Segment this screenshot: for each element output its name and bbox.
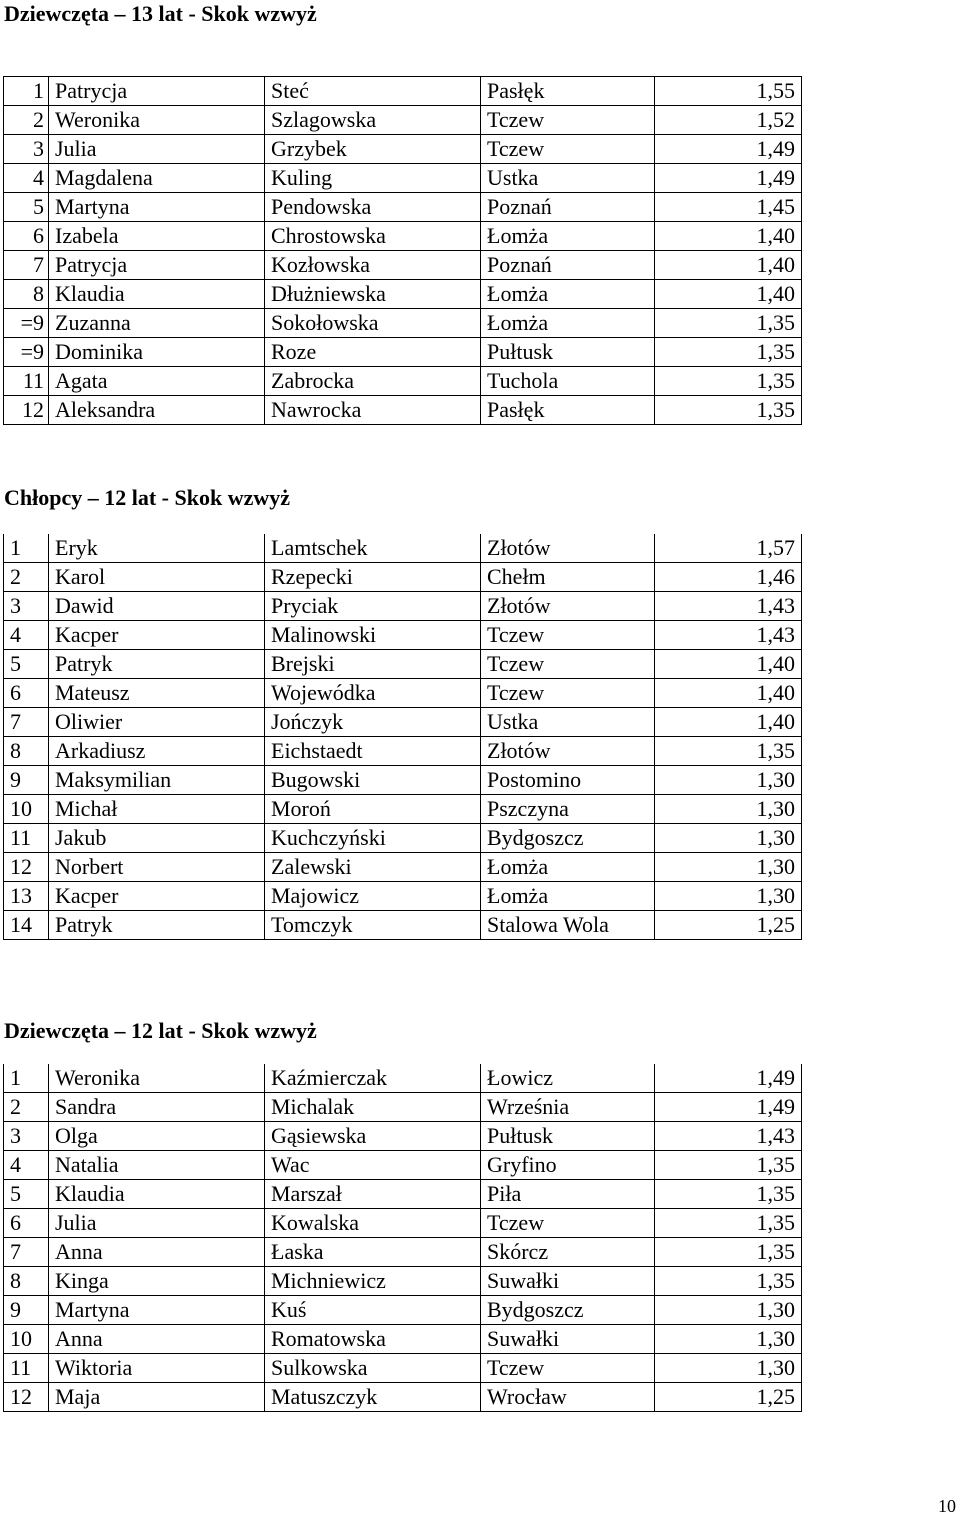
table-row (4, 911, 802, 940)
result-cell: 1,46 (655, 563, 802, 592)
result-cell: 1,40 (655, 222, 802, 251)
town-cell: Złotów (481, 534, 655, 563)
table-row (4, 679, 802, 708)
town-cell: Bydgoszcz (481, 1296, 655, 1325)
town-cell: Łomża (481, 280, 655, 309)
table-row (4, 592, 802, 621)
place-cell: 7 (4, 708, 49, 737)
last-name-cell: Grzybek (265, 135, 481, 164)
place-cell: 8 (4, 280, 49, 309)
section-heading-girls-13: Dziewczęta – 13 lat - Skok wzwyż (4, 1, 317, 26)
town-cell: Poznań (481, 251, 655, 280)
last-name-cell: Michniewicz (265, 1267, 481, 1296)
first-name-cell: Olga (49, 1122, 265, 1151)
town-cell: Piła (481, 1180, 655, 1209)
first-name-cell: Kacper (49, 621, 265, 650)
first-name-cell: Mateusz (49, 679, 265, 708)
result-cell: 1,25 (655, 1383, 802, 1412)
last-name-cell: Kaźmierczak (265, 1064, 481, 1093)
last-name-cell: Tomczyk (265, 911, 481, 940)
result-cell: 1,30 (655, 824, 802, 853)
table-row (4, 338, 802, 367)
place-cell: 6 (4, 1209, 49, 1238)
first-name-cell: Martyna (49, 193, 265, 222)
place-cell: 5 (4, 1180, 49, 1209)
first-name-cell: Weronika (49, 106, 265, 135)
last-name-cell: Jończyk (265, 708, 481, 737)
first-name-cell: Julia (49, 135, 265, 164)
last-name-cell: Gąsiewska (265, 1122, 481, 1151)
last-name-cell: Kozłowska (265, 251, 481, 280)
result-cell: 1,35 (655, 396, 802, 425)
place-cell: 10 (4, 1325, 49, 1354)
town-cell: Łomża (481, 309, 655, 338)
section-heading-boys-12: Chłopcy – 12 lat - Skok wzwyż (4, 485, 291, 510)
result-cell: 1,49 (655, 1093, 802, 1122)
last-name-cell: Zalewski (265, 853, 481, 882)
table-row (4, 1354, 802, 1383)
table-row (4, 1209, 802, 1238)
town-cell: Pasłęk (481, 396, 655, 425)
first-name-cell: Dawid (49, 592, 265, 621)
first-name-cell: Kacper (49, 882, 265, 911)
last-name-cell: Dłużniewska (265, 280, 481, 309)
town-cell: Pasłęk (481, 77, 655, 106)
first-name-cell: Agata (49, 367, 265, 396)
table-row (4, 853, 802, 882)
table-row (4, 1151, 802, 1180)
last-name-cell: Romatowska (265, 1325, 481, 1354)
first-name-cell: Jakub (49, 824, 265, 853)
last-name-cell: Pryciak (265, 592, 481, 621)
first-name-cell: Klaudia (49, 1180, 265, 1209)
place-cell: =9 (4, 309, 49, 338)
place-cell: 9 (4, 766, 49, 795)
first-name-cell: Patrycja (49, 251, 265, 280)
table-row (4, 1064, 802, 1093)
first-name-cell: Oliwier (49, 708, 265, 737)
result-cell: 1,30 (655, 766, 802, 795)
last-name-cell: Kuś (265, 1296, 481, 1325)
place-cell: 11 (4, 824, 49, 853)
result-cell: 1,35 (655, 737, 802, 766)
town-cell: Ustka (481, 164, 655, 193)
place-cell: 3 (4, 1122, 49, 1151)
town-cell: Września (481, 1093, 655, 1122)
last-name-cell: Sokołowska (265, 309, 481, 338)
place-cell: 8 (4, 1267, 49, 1296)
table-row (4, 280, 802, 309)
table-row (4, 1180, 802, 1209)
result-cell: 1,40 (655, 280, 802, 309)
result-cell: 1,30 (655, 795, 802, 824)
table-row (4, 824, 802, 853)
place-cell: 8 (4, 737, 49, 766)
town-cell: Pszczyna (481, 795, 655, 824)
result-cell: 1,49 (655, 164, 802, 193)
result-cell: 1,30 (655, 1354, 802, 1383)
last-name-cell: Kuling (265, 164, 481, 193)
results-table-girls-12 (3, 1064, 802, 1412)
table-row (4, 77, 802, 106)
result-cell: 1,35 (655, 1267, 802, 1296)
town-cell: Łowicz (481, 1064, 655, 1093)
first-name-cell: Anna (49, 1238, 265, 1267)
first-name-cell: Anna (49, 1325, 265, 1354)
place-cell: 6 (4, 679, 49, 708)
place-cell: 4 (4, 1151, 49, 1180)
town-cell: Łomża (481, 882, 655, 911)
results-table-boys-12 (3, 534, 802, 940)
town-cell: Poznań (481, 193, 655, 222)
first-name-cell: Dominika (49, 338, 265, 367)
table-row (4, 251, 802, 280)
first-name-cell: Eryk (49, 534, 265, 563)
place-cell: 2 (4, 1093, 49, 1122)
result-cell: 1,30 (655, 853, 802, 882)
first-name-cell: Patryk (49, 650, 265, 679)
table-row (4, 396, 802, 425)
last-name-cell: Lamtschek (265, 534, 481, 563)
result-cell: 1,25 (655, 911, 802, 940)
last-name-cell: Zabrocka (265, 367, 481, 396)
town-cell: Tczew (481, 621, 655, 650)
last-name-cell: Wojewódka (265, 679, 481, 708)
table-row (4, 309, 802, 338)
place-cell: 5 (4, 650, 49, 679)
result-cell: 1,35 (655, 1180, 802, 1209)
last-name-cell: Nawrocka (265, 396, 481, 425)
table-row (4, 222, 802, 251)
first-name-cell: Natalia (49, 1151, 265, 1180)
place-cell: 11 (4, 1354, 49, 1383)
first-name-cell: Maksymilian (49, 766, 265, 795)
result-cell: 1,30 (655, 1296, 802, 1325)
place-cell: 1 (4, 534, 49, 563)
last-name-cell: Malinowski (265, 621, 481, 650)
place-cell: 3 (4, 135, 49, 164)
last-name-cell: Szlagowska (265, 106, 481, 135)
last-name-cell: Wac (265, 1151, 481, 1180)
town-cell: Tczew (481, 1354, 655, 1383)
last-name-cell: Steć (265, 77, 481, 106)
table-row (4, 367, 802, 396)
table-row (4, 1296, 802, 1325)
last-name-cell: Marszał (265, 1180, 481, 1209)
result-cell: 1,40 (655, 650, 802, 679)
town-cell: Wrocław (481, 1383, 655, 1412)
town-cell: Postomino (481, 766, 655, 795)
result-cell: 1,45 (655, 193, 802, 222)
place-cell: 6 (4, 222, 49, 251)
table-row (4, 795, 802, 824)
town-cell: Łomża (481, 222, 655, 251)
town-cell: Stalowa Wola (481, 911, 655, 940)
town-cell: Złotów (481, 592, 655, 621)
table-row (4, 1267, 802, 1296)
last-name-cell: Kowalska (265, 1209, 481, 1238)
table-row (4, 737, 802, 766)
last-name-cell: Bugowski (265, 766, 481, 795)
table-row (4, 1325, 802, 1354)
first-name-cell: Martyna (49, 1296, 265, 1325)
first-name-cell: Maja (49, 1383, 265, 1412)
result-cell: 1,40 (655, 679, 802, 708)
first-name-cell: Michał (49, 795, 265, 824)
table-row (4, 563, 802, 592)
place-cell: 4 (4, 164, 49, 193)
last-name-cell: Matuszczyk (265, 1383, 481, 1412)
place-cell: 7 (4, 251, 49, 280)
result-cell: 1,57 (655, 534, 802, 563)
last-name-cell: Rzepecki (265, 563, 481, 592)
place-cell: 13 (4, 882, 49, 911)
town-cell: Tuchola (481, 367, 655, 396)
town-cell: Ustka (481, 708, 655, 737)
first-name-cell: Patryk (49, 911, 265, 940)
result-cell: 1,35 (655, 367, 802, 396)
town-cell: Tczew (481, 650, 655, 679)
town-cell: Łomża (481, 853, 655, 882)
result-cell: 1,35 (655, 338, 802, 367)
table-row (4, 106, 802, 135)
last-name-cell: Sulkowska (265, 1354, 481, 1383)
table-row (4, 1383, 802, 1412)
result-cell: 1,35 (655, 1151, 802, 1180)
place-cell: 10 (4, 795, 49, 824)
town-cell: Tczew (481, 1209, 655, 1238)
result-cell: 1,30 (655, 1325, 802, 1354)
town-cell: Gryfino (481, 1151, 655, 1180)
table-row (4, 650, 802, 679)
last-name-cell: Kuchczyński (265, 824, 481, 853)
result-cell: 1,35 (655, 309, 802, 338)
first-name-cell: Wiktoria (49, 1354, 265, 1383)
place-cell: 12 (4, 1383, 49, 1412)
place-cell: 14 (4, 911, 49, 940)
table-row (4, 164, 802, 193)
last-name-cell: Pendowska (265, 193, 481, 222)
table-row (4, 621, 802, 650)
first-name-cell: Patrycja (49, 77, 265, 106)
last-name-cell: Roze (265, 338, 481, 367)
result-cell: 1,40 (655, 251, 802, 280)
result-cell: 1,55 (655, 77, 802, 106)
result-cell: 1,43 (655, 621, 802, 650)
town-cell: Tczew (481, 106, 655, 135)
place-cell: 11 (4, 367, 49, 396)
result-cell: 1,43 (655, 592, 802, 621)
place-cell: 7 (4, 1238, 49, 1267)
table-row (4, 193, 802, 222)
result-cell: 1,30 (655, 882, 802, 911)
results-table-girls-13 (3, 76, 802, 425)
place-cell: 5 (4, 193, 49, 222)
result-cell: 1,43 (655, 1122, 802, 1151)
place-cell: 12 (4, 853, 49, 882)
table-row (4, 1093, 802, 1122)
first-name-cell: Julia (49, 1209, 265, 1238)
place-cell: 3 (4, 592, 49, 621)
table-row (4, 1122, 802, 1151)
result-cell: 1,35 (655, 1209, 802, 1238)
last-name-cell: Majowicz (265, 882, 481, 911)
last-name-cell: Moroń (265, 795, 481, 824)
first-name-cell: Magdalena (49, 164, 265, 193)
place-cell: 2 (4, 563, 49, 592)
town-cell: Pułtusk (481, 1122, 655, 1151)
table-row (4, 766, 802, 795)
first-name-cell: Zuzanna (49, 309, 265, 338)
place-cell: 1 (4, 77, 49, 106)
last-name-cell: Eichstaedt (265, 737, 481, 766)
first-name-cell: Arkadiusz (49, 737, 265, 766)
result-cell: 1,35 (655, 1238, 802, 1267)
first-name-cell: Kinga (49, 1267, 265, 1296)
first-name-cell: Aleksandra (49, 396, 265, 425)
town-cell: Pułtusk (481, 338, 655, 367)
table-row (4, 135, 802, 164)
table-row (4, 534, 802, 563)
first-name-cell: Karol (49, 563, 265, 592)
first-name-cell: Norbert (49, 853, 265, 882)
town-cell: Tczew (481, 679, 655, 708)
town-cell: Suwałki (481, 1325, 655, 1354)
last-name-cell: Łaska (265, 1238, 481, 1267)
place-cell: 9 (4, 1296, 49, 1325)
section-heading-girls-12: Dziewczęta – 12 lat - Skok wzwyż (4, 1018, 317, 1043)
town-cell: Skórcz (481, 1238, 655, 1267)
first-name-cell: Weronika (49, 1064, 265, 1093)
town-cell: Złotów (481, 737, 655, 766)
first-name-cell: Sandra (49, 1093, 265, 1122)
place-cell: 2 (4, 106, 49, 135)
first-name-cell: Klaudia (49, 280, 265, 309)
first-name-cell: Izabela (49, 222, 265, 251)
place-cell: =9 (4, 338, 49, 367)
result-cell: 1,49 (655, 1064, 802, 1093)
town-cell: Chełm (481, 563, 655, 592)
place-cell: 12 (4, 396, 49, 425)
last-name-cell: Michalak (265, 1093, 481, 1122)
place-cell: 1 (4, 1064, 49, 1093)
result-cell: 1,40 (655, 708, 802, 737)
town-cell: Bydgoszcz (481, 824, 655, 853)
town-cell: Suwałki (481, 1267, 655, 1296)
town-cell: Tczew (481, 135, 655, 164)
last-name-cell: Brejski (265, 650, 481, 679)
table-row (4, 708, 802, 737)
result-cell: 1,49 (655, 135, 802, 164)
page-number: 10 (938, 1496, 956, 1516)
table-row (4, 882, 802, 911)
result-cell: 1,52 (655, 106, 802, 135)
last-name-cell: Chrostowska (265, 222, 481, 251)
place-cell: 4 (4, 621, 49, 650)
table-row (4, 1238, 802, 1267)
